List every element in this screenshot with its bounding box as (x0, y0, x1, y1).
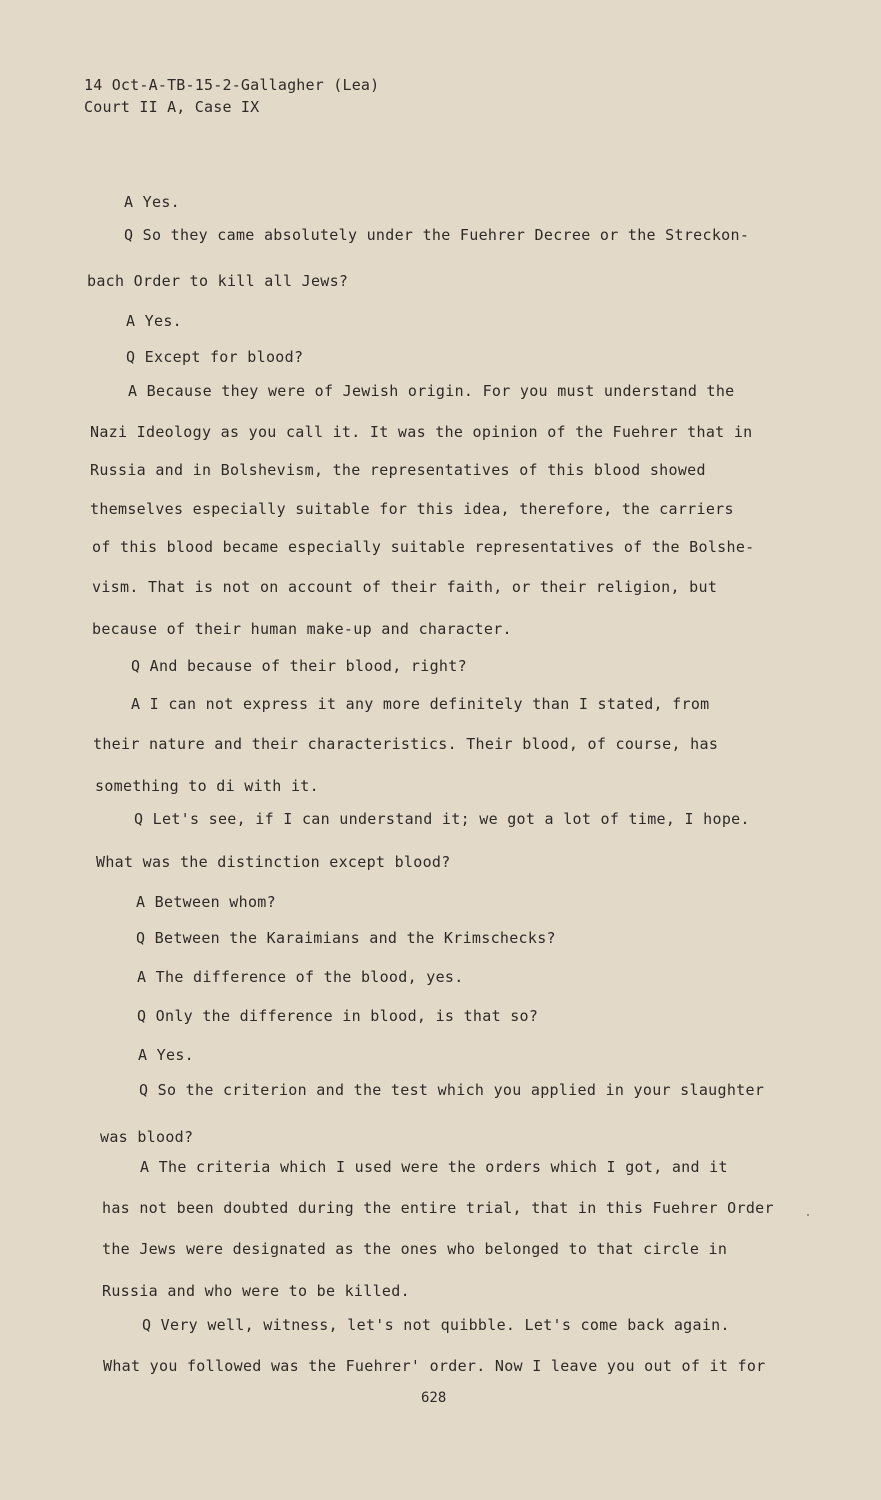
transcript-line: Q And because of their blood, right? (131, 657, 467, 675)
transcript-line: A I can not express it any more definitely than I stated, from (131, 695, 710, 713)
transcript-line: A The criteria which I used were the orders which I got, and it (140, 1158, 728, 1176)
transcript-line: Q So they came absolutely under the Fuehrer Decree or the Streckon- (124, 226, 750, 244)
transcript-line: their nature and their characteristics. Their blood, of course, has (93, 735, 719, 753)
transcript-line: was blood? (100, 1128, 194, 1146)
transcript-line: What you followed was the Fuehrer' order. Now I leave you out of it for (103, 1357, 766, 1375)
transcript-line: A The difference of the blood, yes. (137, 968, 464, 986)
transcript-line: because of their human make-up and character. (92, 620, 512, 638)
transcript-line: the Jews were designated as the ones who belonged to that circle in (102, 1240, 728, 1258)
transcript-line: What was the distinction except blood? (96, 853, 451, 871)
margin-mark (807, 1214, 809, 1216)
transcript-line: A Because they were of Jewish origin. For you must understand the (128, 382, 735, 400)
transcript-line: Q Except for blood? (126, 348, 304, 366)
document-header (84, 74, 379, 118)
transcript-line: vism. That is not on account of their faith, or their religion, but (92, 578, 718, 596)
transcript-line: A Yes. (126, 312, 182, 330)
transcript-line: A Yes. (124, 193, 180, 211)
transcript-line: of this blood became especially suitable representatives of the Bolshe- (92, 538, 755, 556)
header-line-2: Court II A, Case IX (84, 98, 260, 116)
transcript-line: Q So the criterion and the test which you applied in your slaughter (139, 1081, 765, 1099)
transcript-line: Q Very well, witness, let's not quibble. Let's come back again. (142, 1316, 730, 1334)
transcript-line: Russia and in Bolshevism, the representatives of this blood showed (90, 461, 706, 479)
transcript-line: Q Only the difference in blood, is that so? (137, 1007, 539, 1025)
transcript-line: something to di with it. (95, 777, 319, 795)
transcript-line: A Between whom? (136, 893, 276, 911)
transcript-line: Q Let's see, if I can understand it; we got a lot of time, I hope. (134, 810, 750, 828)
transcript-line: themselves especially suitable for this idea, therefore, the carriers (90, 500, 734, 518)
transcript-line: A Yes. (138, 1046, 194, 1064)
transcript-line: Q Between the Karaimians and the Krimschecks? (136, 929, 556, 947)
transcript-line: bach Order to kill all Jews? (87, 272, 349, 290)
header-line-1: 14 Oct-A-TB-15-2-Gallagher (Lea) (84, 76, 380, 94)
transcript-line: has not been doubted during the entire trial, that in this Fuehrer Order (102, 1199, 774, 1217)
transcript-line: Nazi Ideology as you call it. It was the opinion of the Fuehrer that in (90, 423, 753, 441)
page-number: 628 (421, 1390, 447, 1406)
transcript-line: Russia and who were to be killed. (102, 1282, 410, 1300)
